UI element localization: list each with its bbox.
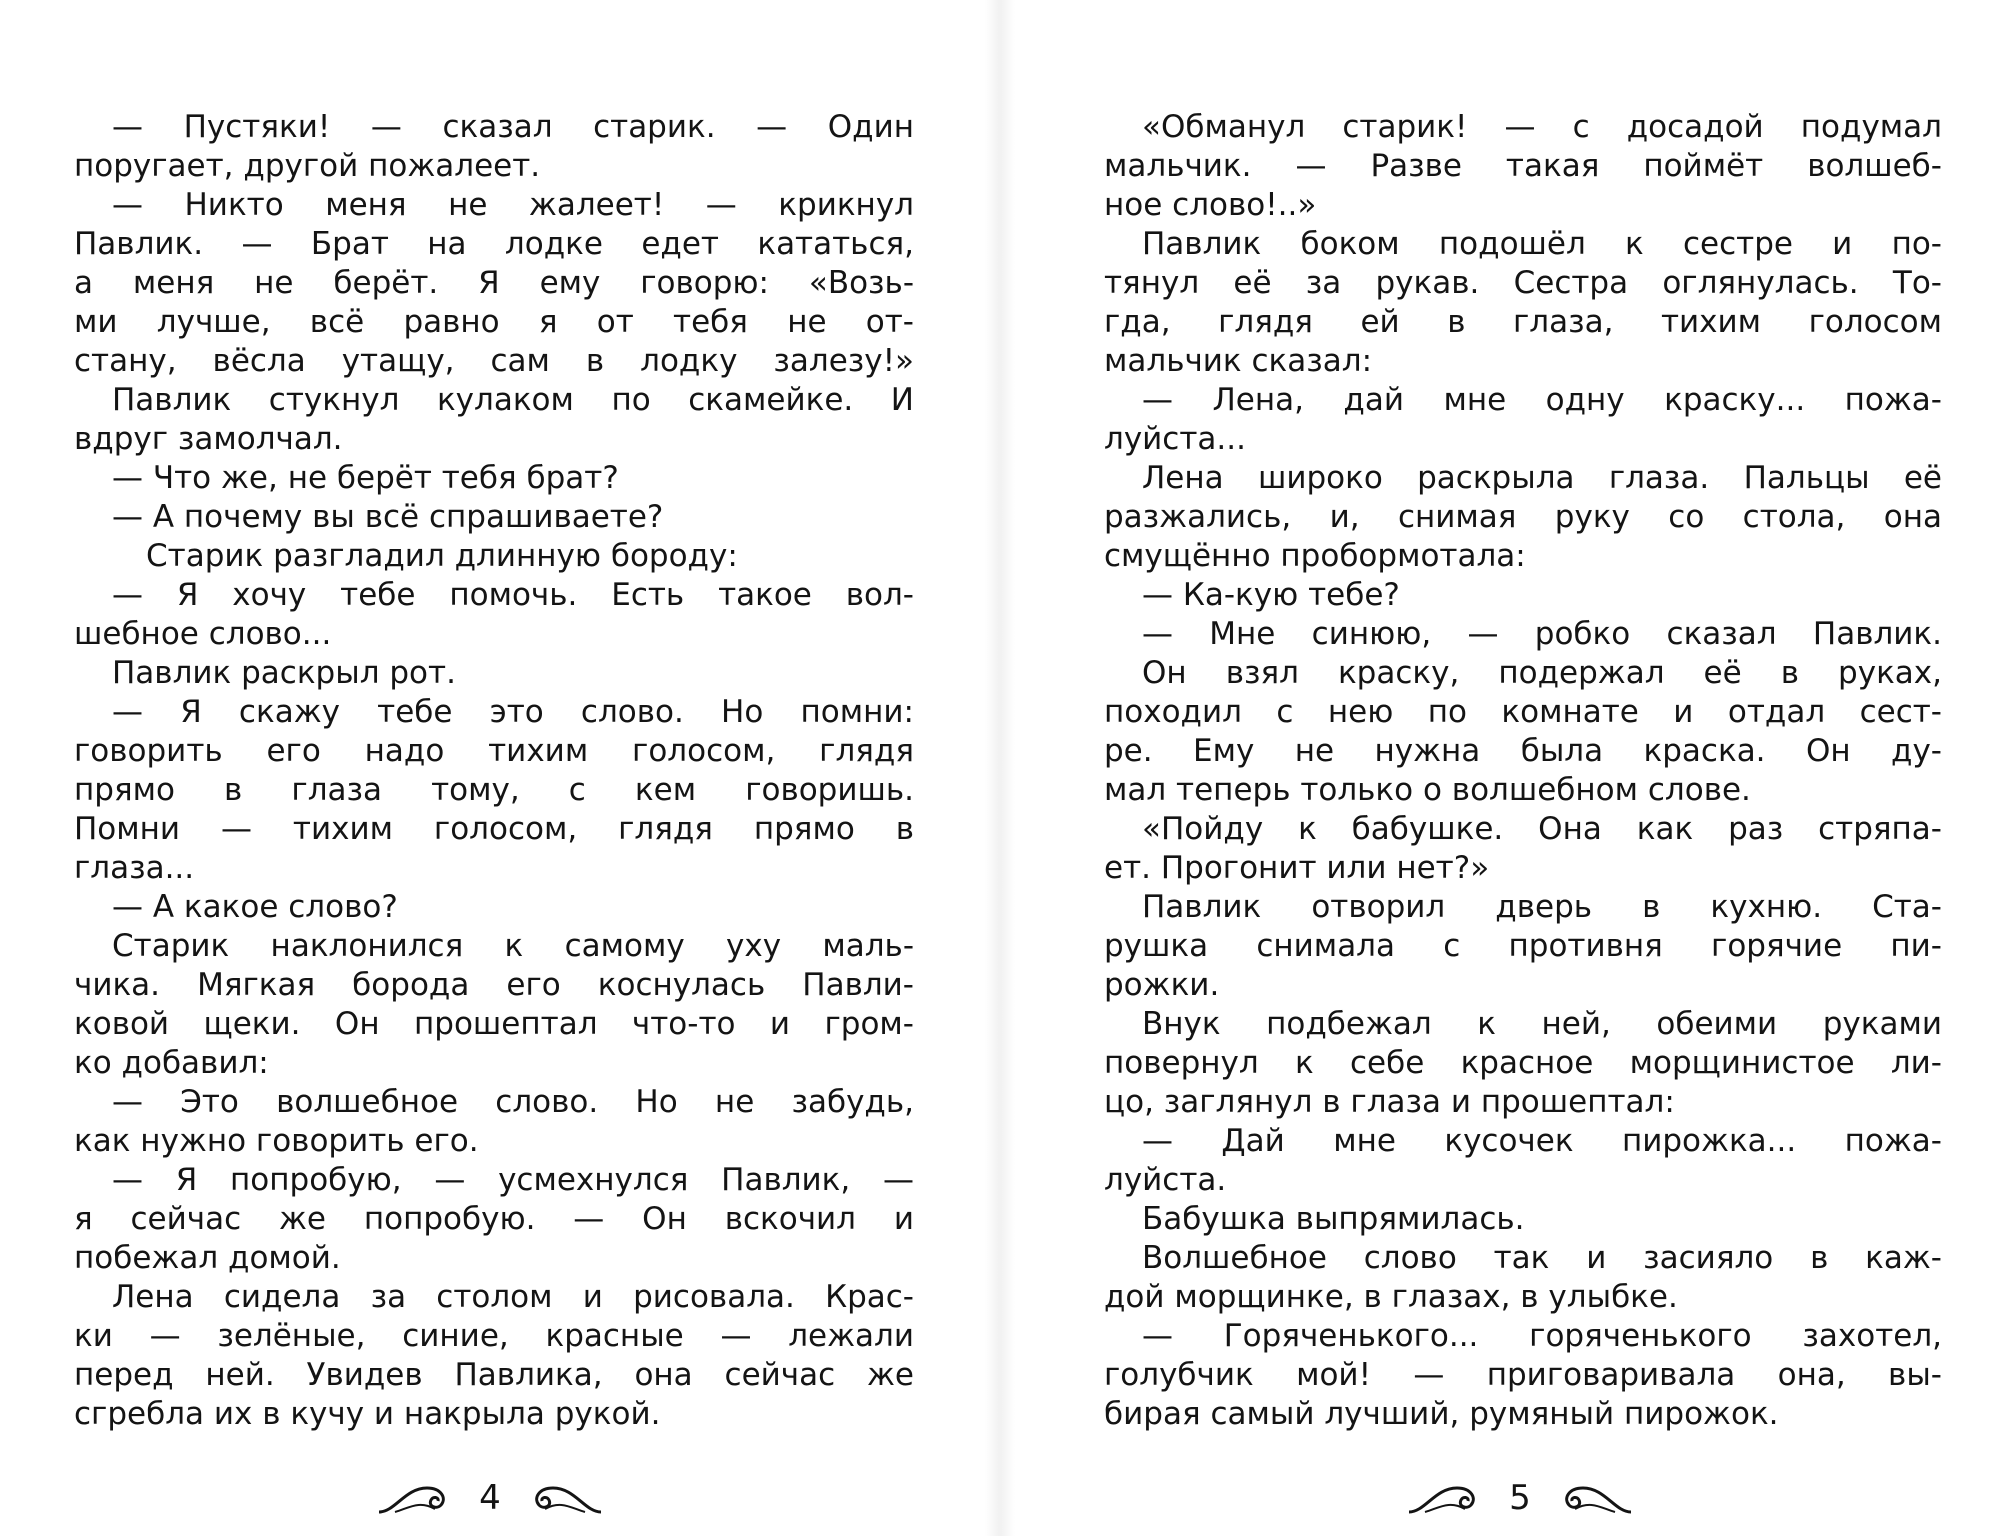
text-line: «Обманул старик! — с досадой подумал xyxy=(1142,109,1942,145)
text-line: Павлик отворил дверь в кухню. Ста- xyxy=(1142,889,1942,925)
text-line: Павлик боком подошёл к сестре и по- xyxy=(1142,226,1942,262)
text-line: — Ка-кую тебе? xyxy=(1142,577,1400,613)
text-line: — Лена, дай мне одну краску... пожа- xyxy=(1142,382,1942,418)
text-line: луйста. xyxy=(1104,1162,1227,1198)
text-line: — Я попробую, — усмехнулся Павлик, — xyxy=(112,1162,914,1198)
right-page-footer xyxy=(1390,1470,1650,1526)
text-line: Лена сидела за столом и рисовала. Крас- xyxy=(112,1279,914,1315)
left-ornament-icon xyxy=(375,1478,465,1518)
text-line: — А какое слово? xyxy=(112,889,398,925)
text-line: рожки. xyxy=(1104,967,1220,1003)
text-line: вдруг замолчал. xyxy=(74,421,343,457)
text-line: говорить его надо тихим голосом, глядя xyxy=(74,733,914,769)
text-line: как нужно говорить его. xyxy=(74,1123,479,1159)
text-line: тянул её за рукав. Сестра оглянулась. То- xyxy=(1104,265,1942,301)
text-line: ки — зелёные, синие, красные — лежали xyxy=(74,1318,914,1354)
text-line: ми лучше, всё равно я от тебя не от- xyxy=(74,304,914,340)
text-line: Старик наклонился к самому уху маль- xyxy=(112,928,914,964)
text-line: мальчик сказал: xyxy=(1104,343,1373,379)
text-line: Старик разгладил длинную бороду: xyxy=(146,538,738,574)
text-line: ет. Прогонит или нет?» xyxy=(1104,850,1490,886)
text-line: Внук подбежал к ней, обеими руками xyxy=(1142,1006,1942,1042)
text-line: Волшебное слово так и засияло в каж- xyxy=(1142,1240,1942,1276)
text-line: дой морщинке, в глазах, в улыбке. xyxy=(1104,1279,1678,1315)
left-ornament-icon xyxy=(1405,1478,1495,1518)
text-line: шебное слово... xyxy=(74,616,332,652)
text-line: разжались, и, снимая руку со стола, она xyxy=(1104,499,1942,535)
text-line: а меня не берёт. Я ему говорю: «Возь- xyxy=(74,265,914,301)
text-line: перед ней. Увидев Павлика, она сейчас же xyxy=(74,1357,914,1393)
text-line: повернул к себе красное морщинистое ли- xyxy=(1104,1045,1942,1081)
text-line: ное слово!..» xyxy=(1104,187,1317,223)
text-line: чика. Мягкая борода его коснулась Павли- xyxy=(74,967,914,1003)
text-line: Павлик. — Брат на лодке едет кататься, xyxy=(74,226,914,262)
text-line: мал теперь только о волшебном слове. xyxy=(1104,772,1751,808)
right-ornament-icon xyxy=(1545,1478,1635,1518)
text-line: бирая самый лучший, румяный пирожок. xyxy=(1104,1396,1779,1432)
text-line: поругает, другой пожалеет. xyxy=(74,148,541,184)
text-line: побежал домой. xyxy=(74,1240,341,1276)
text-line: голубчик мой! — приговаривала она, вы- xyxy=(1104,1357,1942,1393)
text-line: цо, заглянул в глаза и прошептал: xyxy=(1104,1084,1675,1120)
text-line: гда, глядя ей в глаза, тихим голосом xyxy=(1104,304,1942,340)
text-line: Лена широко раскрыла глаза. Пальцы её xyxy=(1142,460,1942,496)
book-gutter xyxy=(985,0,1015,1536)
text-line: смущённо пробормотала: xyxy=(1104,538,1526,574)
text-line: ре. Ему не нужна была краска. Он ду- xyxy=(1104,733,1942,769)
text-line: — Что же, не берёт тебя брат? xyxy=(112,460,619,496)
left-page-text xyxy=(74,108,914,1434)
text-line: ко добавил: xyxy=(74,1045,269,1081)
text-line: Павлик стукнул кулаком по скамейке. И xyxy=(112,382,914,418)
text-line: прямо в глаза тому, с кем говоришь. xyxy=(74,772,914,808)
text-line: я сейчас же попробую. — Он вскочил и xyxy=(74,1201,914,1237)
text-line: мальчик. — Разве такая поймёт волшеб- xyxy=(1104,148,1942,184)
text-line: Павлик раскрыл рот. xyxy=(112,655,456,691)
text-line: — Пустяки! — сказал старик. — Один xyxy=(112,109,914,145)
text-line: ковой щеки. Он прошептал что-то и гром- xyxy=(74,1006,914,1042)
text-line: — Никто меня не жалеет! — крикнул xyxy=(112,187,914,223)
left-page-footer xyxy=(360,1470,620,1526)
page-number: 4 xyxy=(479,1478,501,1518)
text-line: рушка снимала с противня горячие пи- xyxy=(1104,928,1942,964)
text-line: — Я скажу тебе это слово. Но помни: xyxy=(112,694,914,730)
right-page-text xyxy=(1104,108,1942,1434)
text-line: Помни — тихим голосом, глядя прямо в xyxy=(74,811,914,847)
text-line: сгребла их в кучу и накрыла рукой. xyxy=(74,1396,661,1432)
text-line: — Мне синюю, — робко сказал Павлик. xyxy=(1142,616,1942,652)
text-line: стану, вёсла утащу, сам в лодку залезу!» xyxy=(74,343,914,379)
text-line: «Пойду к бабушке. Она как раз стряпа- xyxy=(1142,811,1942,847)
text-line: — Это волшебное слово. Но не забудь, xyxy=(112,1084,914,1120)
text-line: — А почему вы всё спрашиваете? xyxy=(112,499,664,535)
text-line: походил с нею по комнате и отдал сест- xyxy=(1104,694,1942,730)
text-line: Он взял краску, подержал её в руках, xyxy=(1142,655,1942,691)
text-line: — Я хочу тебе помочь. Есть такое вол- xyxy=(112,577,914,613)
text-line: глаза... xyxy=(74,850,195,886)
text-line: — Горяченького... горяченького захотел, xyxy=(1142,1318,1942,1354)
text-line: — Дай мне кусочек пирожка... пожа- xyxy=(1142,1123,1942,1159)
right-ornament-icon xyxy=(515,1478,605,1518)
text-line: луйста... xyxy=(1104,421,1246,457)
text-line: Бабушка выпрямилась. xyxy=(1142,1201,1525,1237)
page-number: 5 xyxy=(1509,1478,1531,1518)
